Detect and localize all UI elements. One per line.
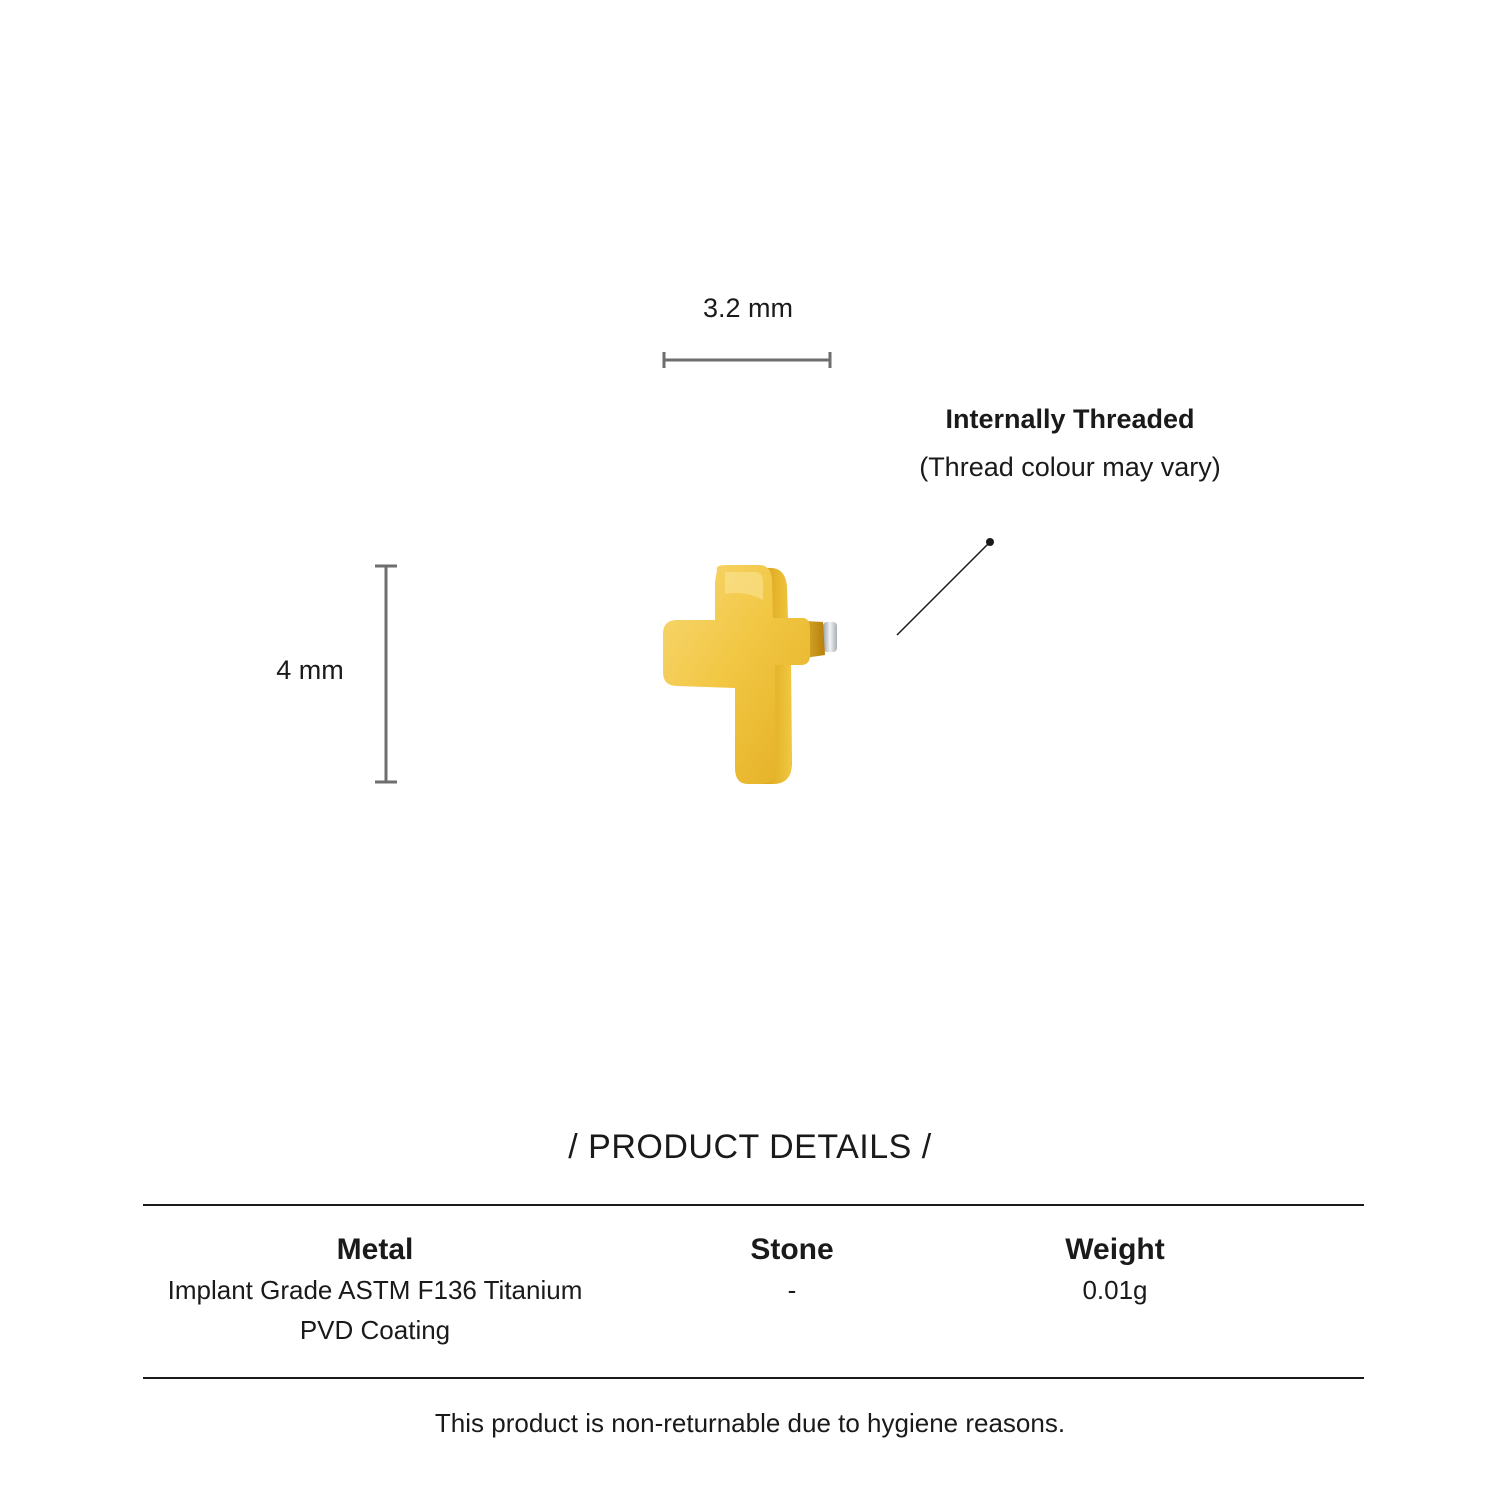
weight-column bbox=[965, 1230, 1265, 1310]
stone-value: - bbox=[787, 1275, 797, 1305]
details-top-divider bbox=[143, 1204, 1364, 1206]
metal-value-line1: Implant Grade ASTM F136 Titanium bbox=[167, 1275, 583, 1305]
metal-value-line2: PVD Coating bbox=[299, 1315, 451, 1345]
stone-column bbox=[642, 1230, 942, 1310]
height-dimension-label: 4 mm bbox=[276, 655, 344, 685]
height-dimension-bar bbox=[372, 563, 400, 785]
width-dimension-bar bbox=[662, 348, 832, 372]
stone-label: Stone bbox=[750, 1233, 834, 1266]
weight-label: Weight bbox=[1065, 1233, 1165, 1266]
metal-label: Metal bbox=[336, 1233, 414, 1266]
details-bottom-divider bbox=[143, 1377, 1364, 1379]
returns-policy-note: This product is non-returnable due to hygiene reasons. bbox=[434, 1408, 1066, 1438]
thread-colour-note: (Thread colour may vary) bbox=[919, 452, 1221, 482]
metal-column bbox=[125, 1230, 625, 1350]
internally-threaded-title: Internally Threaded bbox=[945, 404, 1195, 434]
gold-cross-icon bbox=[655, 560, 850, 790]
product-details-heading: / PRODUCT DETAILS / bbox=[568, 1128, 932, 1166]
width-dimension-label: 3.2 mm bbox=[702, 293, 794, 323]
weight-value: 0.01g bbox=[1082, 1275, 1148, 1305]
thread-leader-line bbox=[890, 535, 1000, 640]
